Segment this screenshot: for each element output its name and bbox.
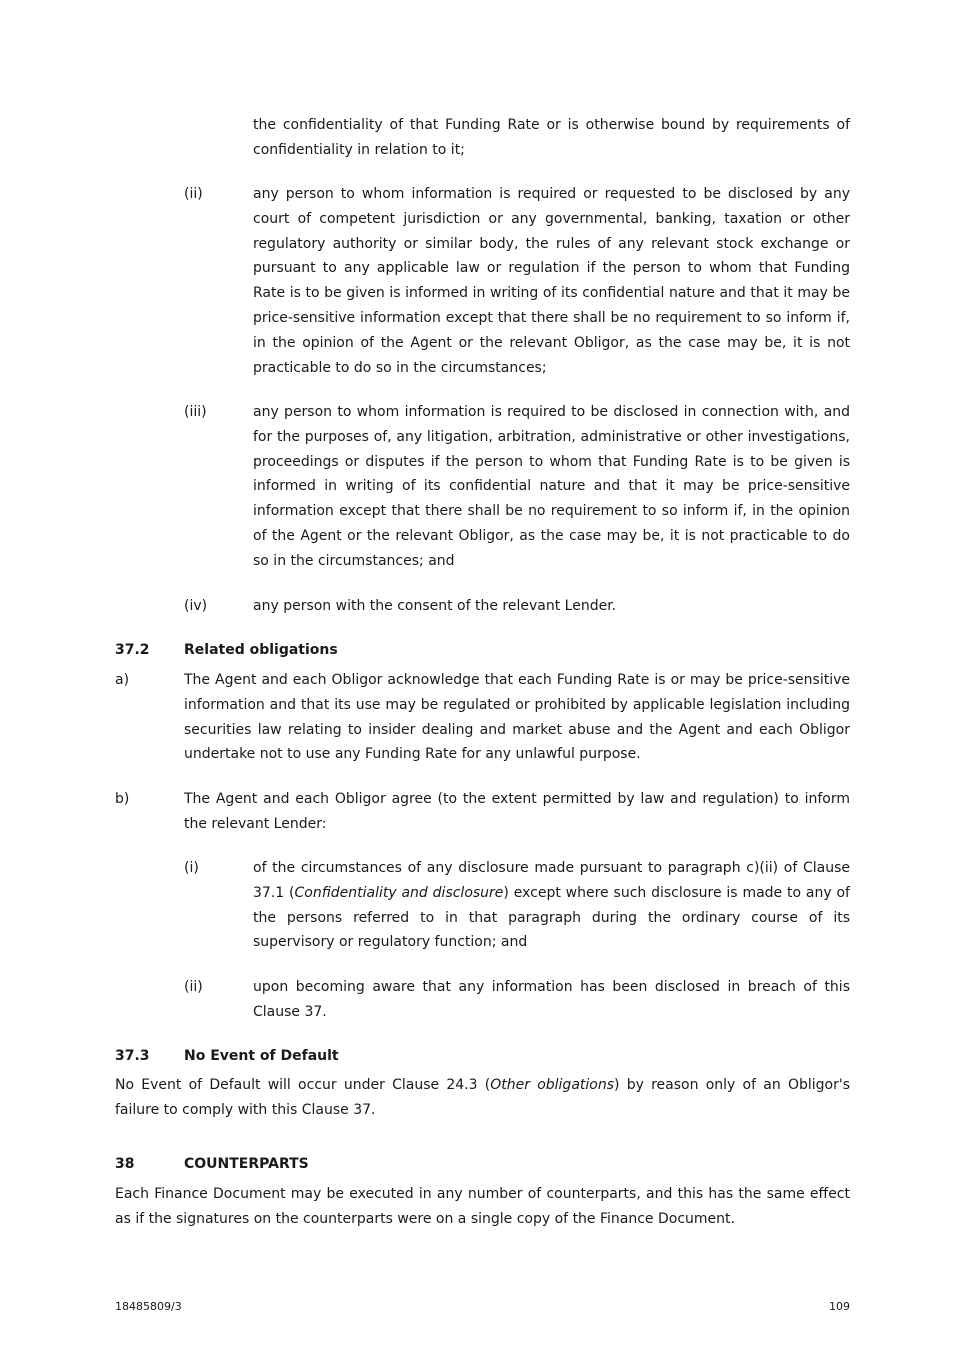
sub-item-text-ii: upon becoming aware that any information has been disclosed in breach of this Clause 37. — [253, 979, 850, 1020]
sub-item-text-i: of the circumstances of any disclosure made pursuant to paragraph c)(ii) of Clause 37.1 (Confidentiality and disclosure) except where such disclosure is made to any of the persons referred to in that paragraph during the ordinary course of its supervisory or regulatory function; and — [253, 860, 850, 951]
section-title-37-3: No Event of Default — [184, 1048, 339, 1064]
item-text-iv: any person with the consent of the relevant Lender. — [253, 598, 617, 614]
item-label-ii: (ii) — [184, 186, 203, 202]
sub-item-label-i: (i) — [184, 860, 199, 876]
page-number: 109 — [829, 1300, 850, 1313]
sub-item-label-ii: (ii) — [184, 979, 203, 995]
section-number-37-3: 37.3 — [115, 1048, 150, 1064]
para-label-a: a) — [115, 672, 130, 688]
item-label-iv: (iv) — [184, 598, 208, 614]
item-text-ii: any person to whom information is required or requested to be disclosed by any court of competent jurisdiction or any governmental, banking, taxation or other regulatory authority or similar body, the rules of any relevant stock exchange or pursuant to any applicable law or regulation if the person to whom that Funding Rate is to be given is informed in writing of its confidential nature and that it may be price-sensitive information except that there shall be no requirement to so inform if, in the opinion of the Agent or the relevant Obligor, as the case may be, it is not practicable to do so in the circumstances; — [253, 186, 850, 376]
clause-reference-italic: Confidentiality and disclosure — [294, 884, 504, 901]
section-number-38: 38 — [115, 1156, 135, 1172]
section-number-37-2: 37.2 — [115, 642, 150, 658]
section-title-38: COUNTERPARTS — [184, 1156, 309, 1172]
section-text-37-3: No Event of Default will occur under Clause 24.3 (Other obligations) by reason only of an Obligor's failure to comply with this Clause 37. — [115, 1077, 850, 1118]
para-text-b: The Agent and each Obligor agree (to the extent permitted by law and regulation) to inform the relevant Lender: — [184, 791, 850, 832]
para-label-b: b) — [115, 791, 130, 807]
paragraph-continuation: the confidentiality of that Funding Rate or is otherwise bound by requirements of confidentiality in relation to it; — [253, 117, 850, 158]
para-text-a: The Agent and each Obligor acknowledge that each Funding Rate is or may be price-sensitive information and that its use may be regulated or prohibited by applicable legislation including securities law relating to insider dealing and market abuse and the Agent and each Obligor undertake not to use any Funding Rate for any unlawful purpose. — [184, 672, 850, 763]
item-text-iii: any person to whom information is required to be disclosed in connection with, and for the purposes of, any litigation, arbitration, administrative or other investigations, proceedings or disputes if the person to whom that Funding Rate is to be given is informed in writing of its confidential nature and that it may be price-sensitive information except that there shall be no requirement to so inform if, in the opinion of the Agent or the relevant Obligor, as the case may be, it is not practicable to do so in the circumstances; and — [253, 404, 850, 569]
section-title-37-2: Related obligations — [184, 642, 338, 658]
document-reference: 18485809/3 — [115, 1300, 182, 1313]
clause-reference-italic: Other obligations — [490, 1077, 615, 1093]
item-label-iii: (iii) — [184, 404, 207, 420]
section-text-38: Each Finance Document may be executed in any number of counterparts, and this has the same effect as if the signatures on the counterparts were on a single copy of the Finance Document. — [115, 1186, 850, 1227]
